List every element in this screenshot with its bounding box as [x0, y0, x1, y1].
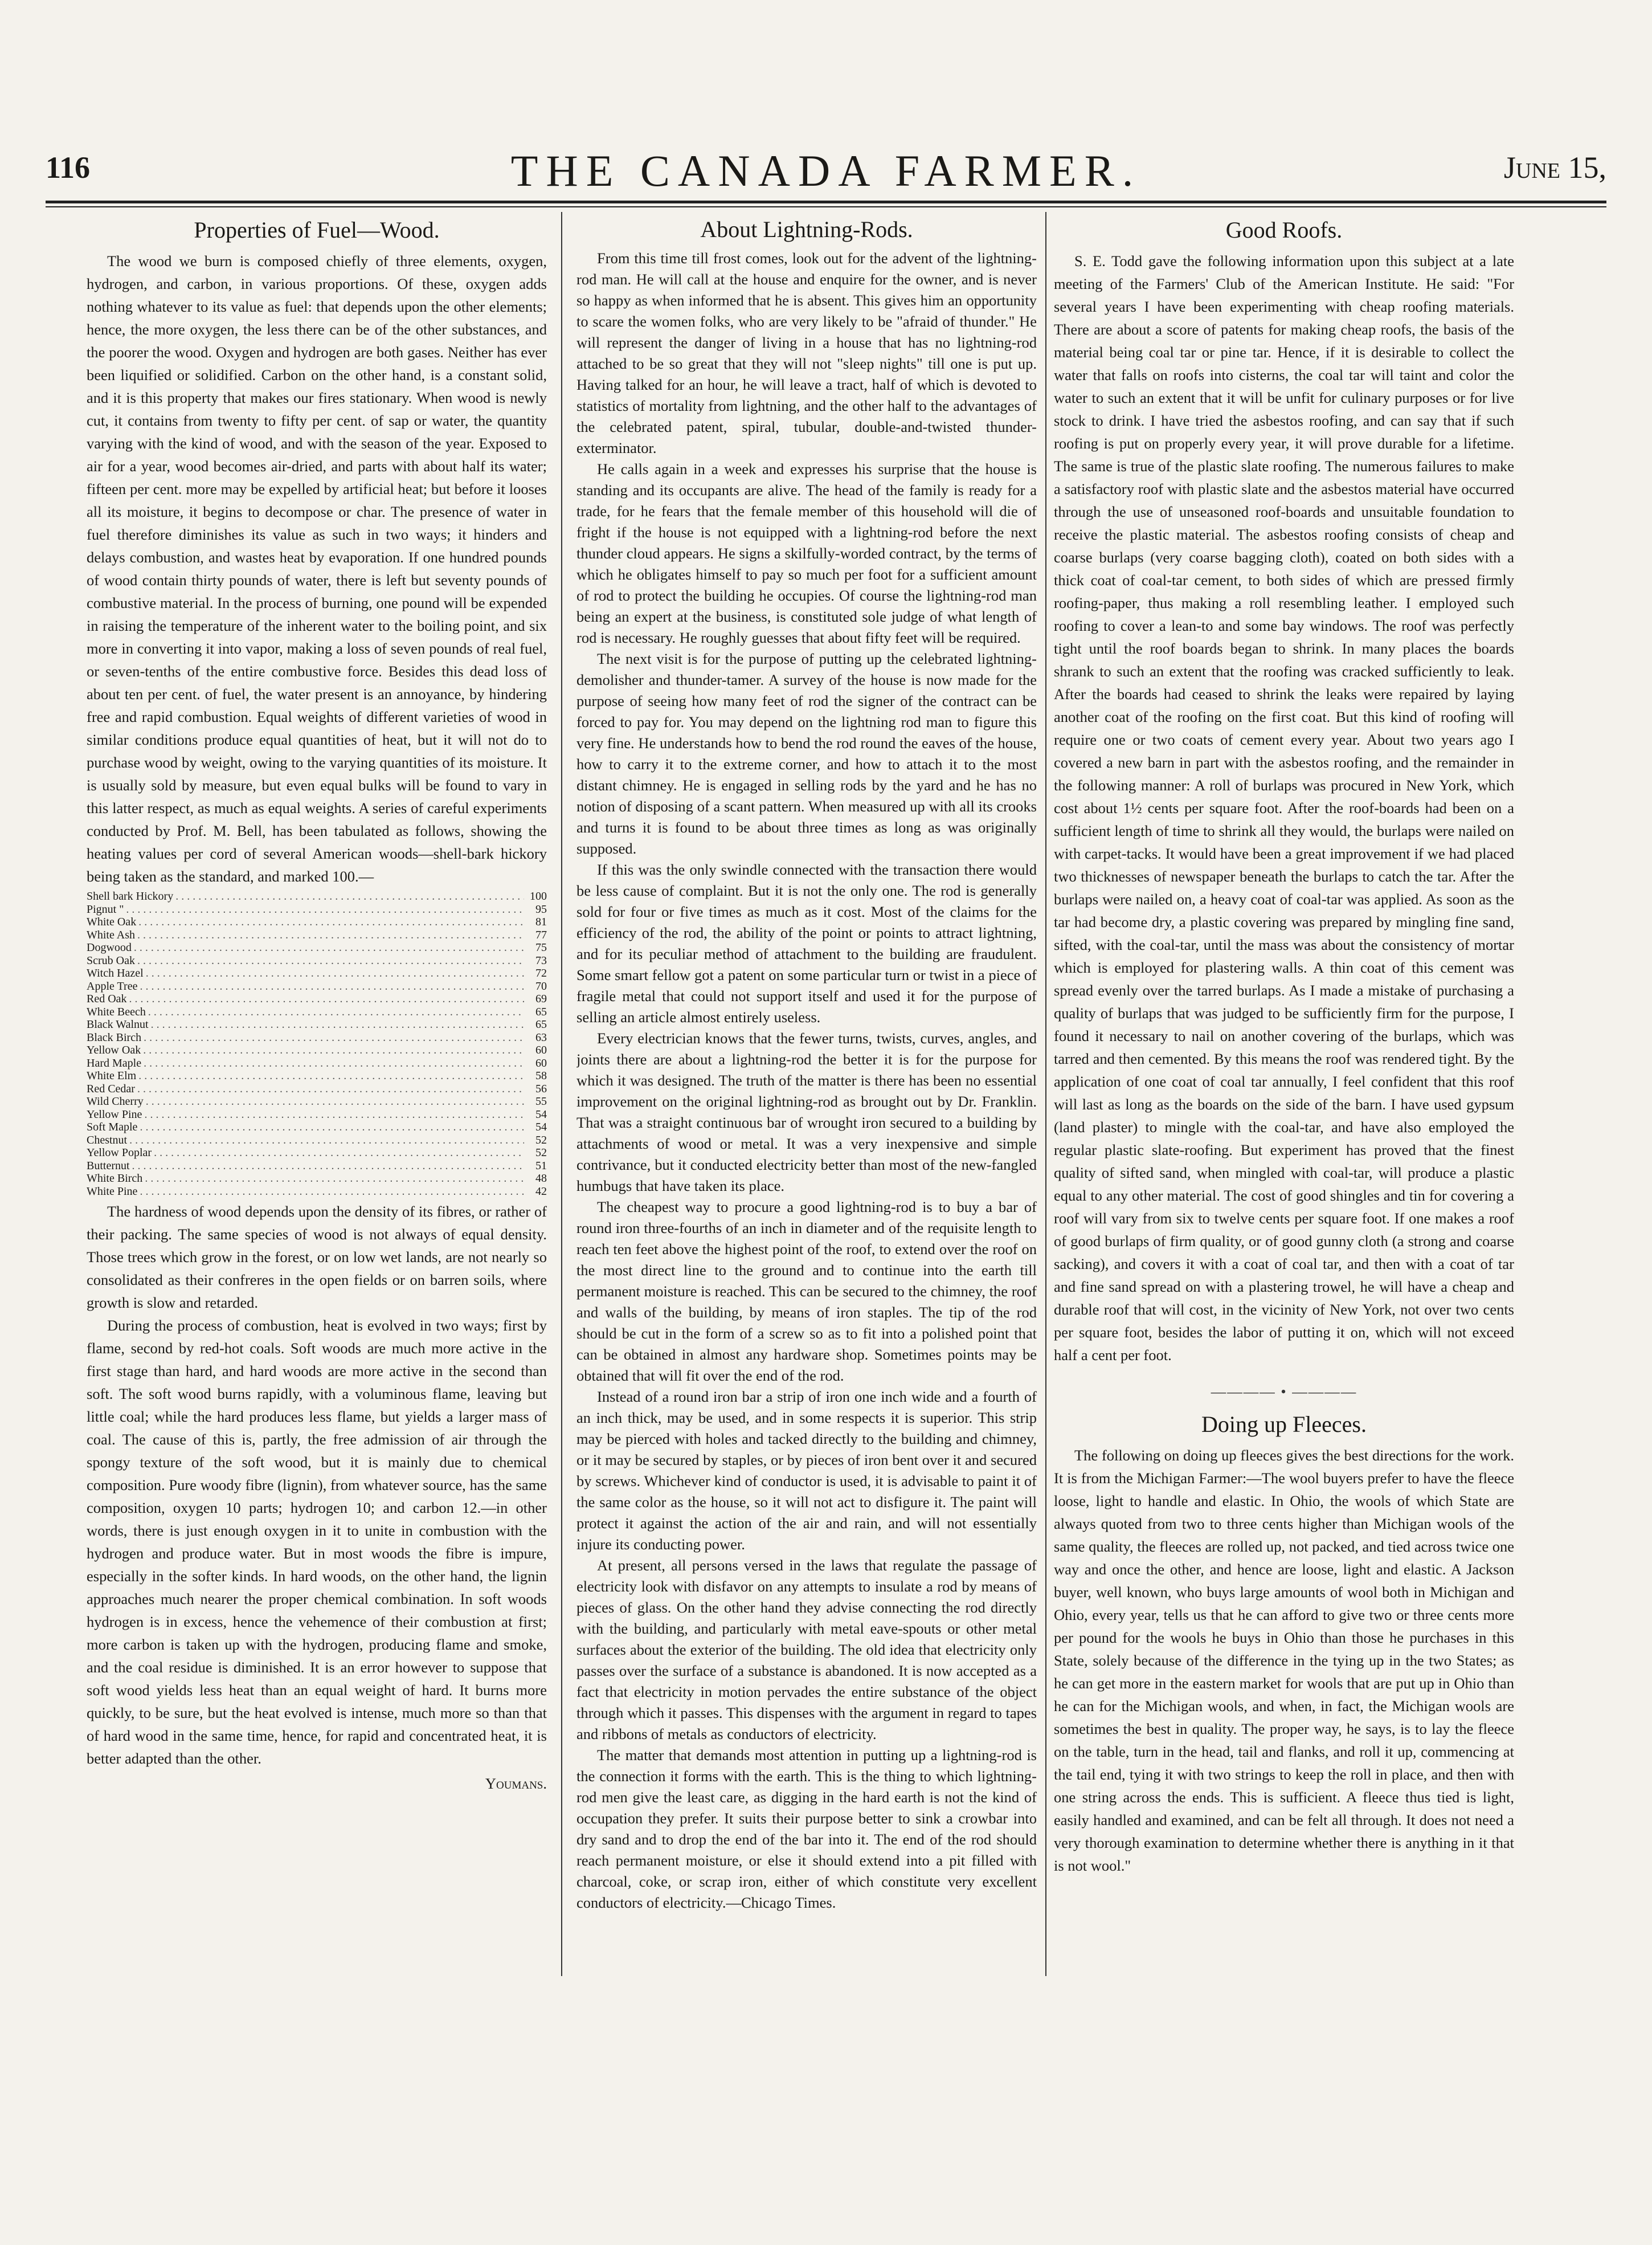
wood-heating-value: 42	[535, 1185, 547, 1198]
wood-name: Hard Maple	[87, 1056, 142, 1070]
article-title-lightning: About Lightning-Rods.	[700, 217, 913, 242]
wood-table-row	[87, 941, 547, 954]
wood-table-row	[87, 1057, 547, 1070]
article-paragraph: The wood we burn is composed chiefly of three elements, oxygen, hydrogen, and carbon, in various proportions. Of these, oxygen adds nothing whatever to its value as fuel: that depends upon the other elements; hence, the more oxygen, the less there can be of the other substances, and the poorer the wood. Oxygen and hydrogen are both gases. Neither has ever been liquified or solidified. Carbon on the other hand, is a constant solid, and it is this property that makes our fires stationary. When wood is newly cut, it contains from twenty to fifty per cent. of sap or water, the quantity varying with the kind of wood, and with the season of the year. Exposed to air for a year, wood becomes air-dried, and parts with about half its water; fifteen per cent. more may be expelled by artificial heat; but before it looses all its moisture, it begins to decompose or char. The presence of water in fuel therefore diminishes its value as such in two ways; it hinders and delays combustion, and wastes heat by evaporation. If one hundred pounds of wood contain thirty pounds of water, there is left but seventy pounds of combustive material. In the process of burning, one pound will be expended in raising the temperature of the inherent water to the boiling point, and six more in converting it into vapor, making a loss of seven pounds of real fuel, or seven-tenths of the entire combustive force. Besides this dead loss of about ten per cent. of fuel, the water present is an annoyance, by hindering free and rapid combustion. Equal weights of different varieties of wood in similar conditions produce equal quantities of heat, but it will not do to purchase wood by weight, owing to the varying quantities of its moisture. It is usually sold by measure, but even equal bulks will be found to vary in this latter respect, as much as equal weights. A series of careful experiments conducted by Prof. M. Bell, has been tabulated as follows, showing the heating values per cord of several American woods—shell-bark hickory being taken as the standard, and marked 100.—	[87, 252, 547, 885]
wood-heating-value: 60	[535, 1044, 547, 1056]
wood-heating-value: 70	[535, 979, 547, 993]
article-title-fuel: Properties of Fuel—Wood.	[194, 217, 440, 243]
leader-dots	[145, 1172, 524, 1185]
wood-table-row	[87, 1070, 547, 1083]
wood-table-row	[87, 980, 547, 993]
article-paragraph: The next visit is for the purpose of putting up the celebrated lightning-demolisher and thunder-tamer. A survey of the house is now made for the purpose of seeing how many feet of rod the signer of the contract can be forced to pay for. You may depend on the lightning rod man to figure this very fine. He understands how to bend the rod round the eaves of the house, how to carry it to the extreme corner, and how to attach it to the most distant chimney. He is engaged in selling rods by the yard and he has no notion of disposing of a scant pattern. When measured up with all its crooks and turns it is found to be about three times as long as was originally supposed.	[576, 650, 1037, 857]
wood-table-row	[87, 1095, 547, 1108]
leader-dots	[146, 967, 524, 980]
wood-name: Red Oak	[87, 993, 127, 1005]
wood-heating-value: 73	[535, 954, 547, 967]
leader-dots	[138, 1070, 524, 1083]
article-signature: Youmans.	[485, 1775, 547, 1792]
article-paragraph: The hardness of wood depends upon the density of its fibres, or rather of their packing. The same species of wood is not always of equal density. Those trees which grow in the forest, or on low wet lands, are not nearly so consolidated as their confreres in the open fields or on barren soils, where growth is slow and retarded.	[87, 1203, 547, 1311]
wood-table-row	[87, 1134, 547, 1147]
wood-name: Wild Cherry	[87, 1095, 144, 1108]
wood-heating-value: 65	[535, 1005, 547, 1018]
wood-table-row	[87, 993, 547, 1006]
column-2	[576, 215, 1037, 1970]
leader-dots	[138, 916, 524, 929]
wood-name: Yellow Poplar	[87, 1146, 152, 1159]
wood-heating-value: 48	[535, 1172, 547, 1185]
article-title-roofs: Good Roofs.	[1225, 217, 1343, 243]
wood-heating-value: 54	[535, 1108, 547, 1121]
wood-name: Black Birch	[87, 1031, 142, 1044]
wood-table-row	[87, 1108, 547, 1121]
wood-table-row	[87, 967, 547, 980]
leader-dots	[137, 1083, 524, 1096]
masthead	[46, 145, 1606, 197]
wood-name: White Beech	[87, 1005, 146, 1018]
leader-dots	[129, 993, 524, 1006]
wood-heating-value: 72	[535, 967, 547, 979]
article-paragraph: The cheapest way to procure a good lightning-rod is to buy a bar of round iron three-fourths of an inch in diameter and of the requisite length to reach ten feet above the highest point of the roof, to extend over the roof on the most direct line to the ground and to continue into the earth till permanent moisture is reached. This can be secured to the chimney, the roof and walls of the building, by means of iron staples. The tip of the rod should be cut in the form of a screw so as to fit into a polished point that can be obtained in almost any hardware shop. Sometimes points may be obtained that will fit over the end of the rod.	[576, 1198, 1037, 1384]
column-divider	[561, 212, 562, 1976]
leader-dots	[132, 1160, 524, 1173]
wood-heating-value: 75	[535, 941, 547, 954]
wood-name: Chestnut	[87, 1133, 128, 1146]
wood-name: Red Cedar	[87, 1082, 135, 1095]
wood-table-row	[87, 1044, 547, 1057]
wood-name: Dogwood	[87, 941, 132, 954]
masthead-rule-thin	[46, 206, 1606, 207]
wood-name: White Elm	[87, 1070, 137, 1082]
wood-table-row	[87, 1018, 547, 1031]
wood-heating-value: 52	[535, 1146, 547, 1159]
issue-date: June 15,	[1503, 150, 1606, 185]
wood-name: Pignut "	[87, 903, 124, 916]
article-paragraph: The matter that demands most attention in putting up a lightning-rod is the connection it forms with the earth. This is the thing to which lightning-rod men give the least care, as digging in the hard earth is not the kind of occupation they prefer. It suits their purpose better to sink a crowbar into dry sand and to drop the end of the bar into it. The end of the rod should reach permanent moisture, or else it should extend into a pit filled with charcoal, coke, or scrap iron, either of which constitute very excellent conductors of electricity.—Chicago Times.	[576, 1746, 1037, 1911]
wood-heating-value: 100	[530, 890, 547, 903]
leader-dots	[140, 1121, 524, 1134]
wood-table-row	[87, 903, 547, 916]
article-paragraph: The following on doing up fleeces gives the best directions for the work. It is from the Michigan Farmer:—The wool buyers prefer to have the fleece loose, light to handle and elastic. In Ohio, the wools of which State are always quoted from two to three cents higher than Michigan wools of the same quality, the fleeces are rolled up, not packed, and tied across twice one way and once the other, and hence are loose, light and elastic. A Jackson buyer, well known, who buys large amounts of wool both in Michigan and Ohio, every year, tells us that he can afford to give two or three cents more per pound for the wools he buys in Ohio than those he purchases in this State, solely because of the difference in the tying up in the two States; as he can get more in the eastern market for wools that are put up in Ohio than he can for the Michigan wools, and when, in fact, the Michigan wools are sometimes the best in quality. The proper way, he says, is to lay the fleece on the table, turn in the head, tail and flanks, and roll it up, commencing at the tail end, tying it with two strings to keep the roll in place, and then with one string across the ends. This is sufficient. A fleece thus tied is light, easily handled and examined, and can be felt all through. It does not need a very thorough examination to determine whether there is anything in it that is not wool."	[1054, 1447, 1514, 1874]
wood-heating-table	[87, 890, 547, 1198]
leader-dots	[140, 1185, 524, 1198]
leader-dots	[134, 941, 524, 954]
column-3	[1054, 215, 1514, 1970]
wood-name: White Oak	[87, 916, 137, 928]
leader-dots	[137, 954, 524, 968]
wood-name: White Birch	[87, 1172, 143, 1185]
wood-name: Yellow Pine	[87, 1108, 142, 1121]
leader-dots	[129, 1134, 524, 1147]
leader-dots	[148, 1006, 524, 1019]
article-paragraph: At present, all persons versed in the laws that regulate the passage of electricity look with disfavor on any attempts to insulate a rod by means of pieces of glass. On the other hand they advise connecting the rod directly with the building, and particularly with metal eave-spouts or other metal surfaces about the exterior of the building. The old idea that electricity only passes over the surface of a substance is abandoned. It is now accepted as a fact that electricity in motion pervades the entire substance of the object through which it passes. This dispenses with the argument in regard to tapes and ribbons of metals as conductors of electricity.	[576, 1557, 1037, 1742]
wood-table-row	[87, 1160, 547, 1173]
article-paragraph: From this time till frost comes, look out for the advent of the lightning-rod man. He will call at the house and enquire for the owner, and is never so happy as when informed that he is absent. This gives him an opportunity to scare the women folks, who are very likely to be "afraid of thunder." He will represent the danger of living in a house that has no lightning-rod attached to be so great that they will not "sleep nights" till one is put up. Having talked for an hour, he will leave a tract, half of which is devoted to statistics of mortality from lightning, and the other half to the advantages of the celebrated patent, spiral, tubular, double-and-twisted thunder-exterminator.	[576, 250, 1037, 456]
leader-dots	[146, 1095, 524, 1108]
leader-dots	[140, 980, 524, 993]
column-1	[87, 215, 547, 1970]
wood-heating-value: 58	[535, 1070, 547, 1082]
wood-table-row	[87, 1185, 547, 1198]
wood-name: Apple Tree	[87, 979, 138, 993]
wood-table-row	[87, 929, 547, 942]
wood-heating-value: 95	[535, 903, 547, 916]
newspaper-title: THE CANADA FARMER.	[510, 146, 1142, 195]
leader-dots	[144, 1031, 524, 1044]
wood-table-row	[87, 1146, 547, 1160]
masthead-rule-thick	[46, 201, 1606, 203]
article-paragraph: Every electrician knows that the fewer turns, twists, curves, angles, and joints there are about a lightning-rod the better it is for the purpose for which it was designed. The truth of the matter is there has been no essential improvement on the original lightning-rod as brought out by Dr. Franklin. That was a straight continuous bar of wrought iron secured to a building by attachments of wood or metal. It was a very inexpensive and simple contrivance, but it conducted electricity better than most of the new-fangled humbugs that have taken its place.	[576, 1030, 1037, 1194]
article-title-fleeces: Doing up Fleeces.	[1201, 1411, 1367, 1437]
wood-table-row	[87, 1031, 547, 1044]
wood-name: Black Walnut	[87, 1018, 149, 1031]
article-paragraph: During the process of combustion, heat is evolved in two ways; first by flame, second by red-hot coals. Soft woods are much more active in the first stage than hard, and hard woods are more active in the second than soft. The soft wood burns rapidly, with a voluminous flame, leaving but little coal; while the hard produces less flame, but yields a larger mass of coal. The cause of this is, partly, the free admission of air through the spongy texture of the soft wood, but it is mainly due to chemical composition. Pure woody fibre (lignin), from whatever source, has the same composition, oxygen 10 parts; hydrogen 10; and carbon 12.—in other words, there is just enough oxygen in it to unite in combustion with the hydrogen and produce water. But in most woods the fibre is impure, especially in the softer kinds. In hard woods, on the other hand, the lignin approaches much nearer the proper chemical combination. In soft woods hydrogen is in excess, hence the vehemence of their combustion at first; more carbon is taken up with the hydrogen, producing flame and smoke, and the coal residue is diminished. It is an error however to suppose that soft wood yields less heat than an equal weight of hard. It burns more quickly, to be sure, but the heat evolved is intense, much more so than that of hard wood in the same time, hence, for rapid and concentrated heat, it is better adapted than the other.	[87, 1317, 547, 1767]
wood-table-row	[87, 890, 547, 903]
leader-dots	[151, 1018, 524, 1031]
leader-dots	[126, 903, 524, 916]
wood-name: Scrub Oak	[87, 954, 135, 967]
leader-dots	[144, 1108, 524, 1121]
article-paragraph: Instead of a round iron bar a strip of iron one inch wide and a fourth of an inch thick, may be used, and in some respects it is superior. This strip may be pierced with holes and tacked directly to the building and chimney, or it may be secured by staples, or by pieces of iron bent over it and secured by screws. Whichever kind of conductor is used, it is advisable to paint it of the same color as the house, so it will not act to disfigure it. The paint will protect it against the action of the air and rain, and will not essentially injure its conducting power.	[576, 1388, 1037, 1553]
wood-name: White Pine	[87, 1185, 138, 1198]
column-divider	[1045, 212, 1046, 1976]
wood-heating-value: 52	[535, 1133, 547, 1146]
wood-table-row	[87, 1006, 547, 1019]
wood-heating-value: 56	[535, 1082, 547, 1095]
wood-heating-value: 69	[535, 993, 547, 1005]
leader-dots	[137, 929, 524, 942]
article-paragraph: S. E. Todd gave the following information upon this subject at a late meeting of the Farmers' Club of the American Institute. He said: "For several years I have been experimenting with cheap roofing materials. There are about a score of patents for making cheap roofs, the basis of the material being coal tar or pine tar. Hence, if it is desirable to collect the water that falls on roofs into cisterns, the coal tar will taint and color the water to such an extent that it will be unfit for culinary purposes or for live stock to drink. I have tried the asbestos roofing, and can say that if such roofing is put on properly every year, it will prove durable for a lifetime. The same is true of the plastic slate roofing. The numerous failures to make a satisfactory roof with plastic slate and the asbestos material have occurred through the use of unseasoned roof-boards and unsuitable foundation to receive the plastic material. The asbestos roofing consists of cheap and coarse burlaps (very coarse bagging cloth), coated on both sides with a thick coat of coal-tar cement, to both sides of which are pressed firmly roofing-paper, thus making a roll resembling leather. I employed such roofing to cover a lean-to and some bay windows. The roof was perfectly tight until the roof boards began to shrink. In many places the boards shrank to such an extent that the roofing was cracked sufficiently to leak. After the boards had ceased to shrink the leaks were repaired by laying another coat of the roofing on the first coat. But this kind of roofing will require one or two coats of cement every year. About two years ago I covered a new barn in part with the asbestos roofing, and the remainder in the following manner: A roll of burlaps was procured in New York, which cost about 1½ cents per square foot. After the roof-boards had been on a sufficient length of time to shrink all they would, the burlaps were nailed on with carpet-tacks. It would have been a great improvement if we had placed two thicknesses of newspaper beneath the burlaps to catch the tar. After the burlaps were nailed on, a heavy coat of coal-tar was applied. As soon as the tar had become dry, a plastic covering was prepared by mingling fine sand, sifted, with the coal-tar, until the mass was about the consistency of mortar which is employed for plastering walls. A thin coat of this cement was spread evenly over the tarred burlaps. As I made a mistake of purchasing a quality of burlaps that was judged to be sufficiently firm for the purpose, I found it necessary to nail on another covering of the burlaps, which was tarred and then cemented. By this means the roof was rendered tight. By the application of one coat of coal tar annually, I feel confident that this roof will last as long as the boards on the side of the barn. I have used gypsum (land plaster) to mingle with the coal-tar, and have also employed the regular plastic slate-roofing. But experiment has proved that the finest quality of sifted sand, when mingled with coal-tar, will produce a plastic equal to any other material. The cost of good shingles and tin for covering a roof will vary from six to twelve cents per square foot. If one makes a roof of good burlaps of firm quality, or of good gunny cloth (a strong and coarse sacking), and covers it with a coat of coal tar, and then with a coat of tar and fine sand spread on with a plastering trowel, he will have a cheap and durable roof that will cost, in the vicinity of New York, not over two cents per square foot, besides the labor of putting it on, which will not exceed half a cent per foot.	[1054, 252, 1514, 1364]
wood-name: Yellow Oak	[87, 1044, 141, 1056]
wood-heating-value: 54	[535, 1121, 547, 1133]
article-paragraph: He calls again in a week and expresses his surprise that the house is standing and its occupants are alive. The head of the family is ready for a trade, for he fears that the female member of this household will die of fright if the house is not equipped with a lightning-rod before the next thunder cloud appears. He signs a skilfully-worded contract, by the terms of which he obligates himself to pay so much per foot for a sufficient amount of rod to protect the building he occupies. Of course the lightning-rod man being an expert at the business, is constituted sole judge of what length of rod is necessary. He roughly guesses that about fifty feet will be required.	[576, 460, 1037, 646]
wood-heating-value: 60	[535, 1056, 547, 1070]
wood-name: Butternut	[87, 1159, 130, 1172]
wood-table-row	[87, 1172, 547, 1185]
section-ornament: ———— • ————	[1211, 1383, 1357, 1400]
wood-name: Soft Maple	[87, 1121, 138, 1133]
leader-dots	[175, 890, 524, 903]
leader-dots	[143, 1044, 524, 1057]
page-number: 116	[46, 150, 91, 185]
leader-dots	[154, 1146, 524, 1160]
article-paragraph: If this was the only swindle connected with the transaction there would be less cause of complaint. But it is not the only one. The rod is generally sold for four or five times as much as it cost. Most of the claims for the efficiency of the rod, the ability of the point or points to attract lightning, and for its peculiar method of attachment to the building are fraudulent. Some smart fellow got a patent on some particular turn or twist in a piece of fragile metal that could not support itself and used it for the purpose of selling an article almost entirely useless.	[576, 861, 1037, 1026]
wood-table-row	[87, 954, 547, 968]
wood-table-row	[87, 1083, 547, 1096]
leader-dots	[144, 1057, 524, 1070]
wood-heating-value: 65	[535, 1018, 547, 1031]
wood-table-row	[87, 1121, 547, 1134]
wood-name: White Ash	[87, 928, 135, 941]
wood-heating-value: 63	[535, 1031, 547, 1044]
wood-name: Shell bark Hickory	[87, 890, 174, 903]
wood-name: Witch Hazel	[87, 967, 144, 979]
wood-heating-value: 51	[535, 1159, 547, 1172]
wood-heating-value: 81	[535, 916, 547, 928]
wood-table-row	[87, 916, 547, 929]
wood-heating-value: 55	[535, 1095, 547, 1108]
wood-heating-value: 77	[535, 928, 547, 941]
